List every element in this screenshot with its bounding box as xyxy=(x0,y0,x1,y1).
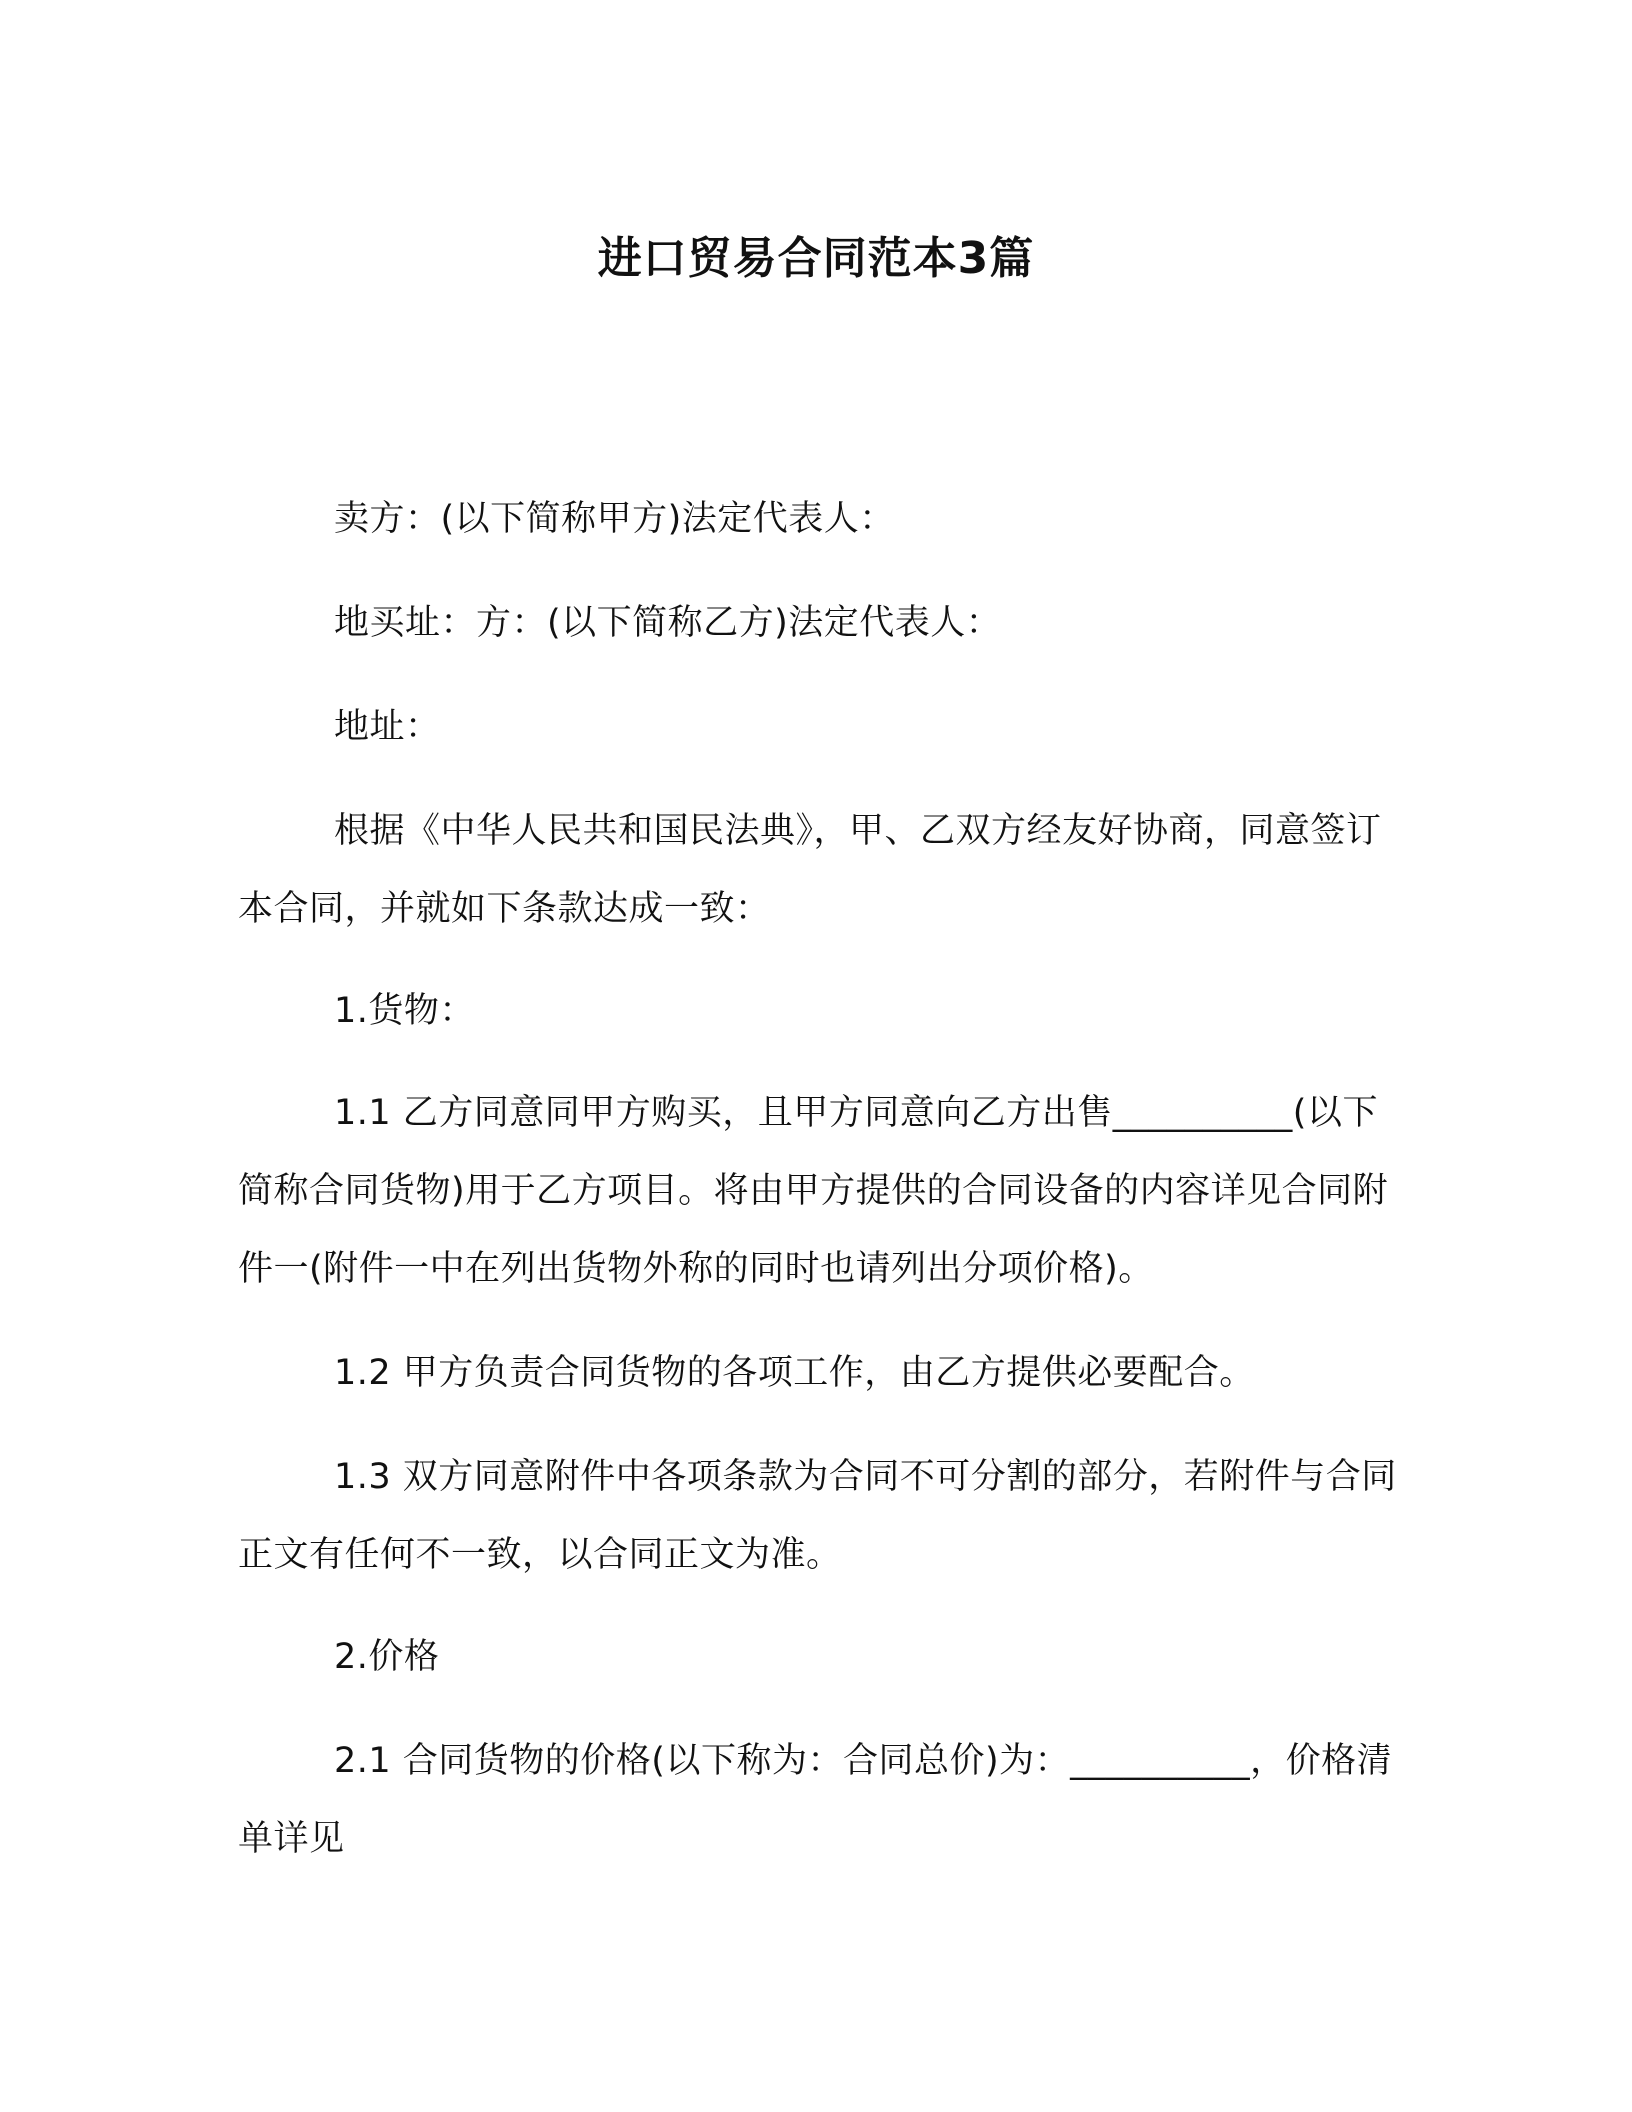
seller-line: 卖方：(以下简称甲方)法定代表人： xyxy=(334,499,895,539)
preamble-paragraph: 根据《中华人民共和国民法典》，甲、乙双方经友好协商，同意签订本合同，并就如下条款达成一致： xyxy=(238,811,1382,929)
section-heading-price: 2.价格 xyxy=(334,1637,440,1677)
address-line: 地址： xyxy=(334,707,441,747)
clause-1-2: 1.2 甲方负责合同货物的各项工作，由乙方提供必要配合。 xyxy=(334,1353,1255,1393)
section-heading-goods: 1.货物： xyxy=(334,991,475,1031)
clause-1-1: 1.1 乙方同意同甲方购买，且甲方同意向乙方出售__________(以下简称合同货物)用于乙方项目。将由甲方提供的合同设备的内容详见合同附件一(附件一中在列出货物外称的同时也请列出分项价格)。 xyxy=(238,1093,1389,1289)
document-title: 进口贸易合同范本3篇 xyxy=(597,233,1035,284)
clause-1-3: 1.3 双方同意附件中各项条款为合同不可分割的部分，若附件与合同正文有任何不一致，以合同正文为准。 xyxy=(238,1457,1397,1575)
buyer-line: 地买址：方：(以下简称乙方)法定代表人： xyxy=(334,603,1002,643)
clause-2-1: 2.1 合同货物的价格(以下称为：合同总价)为：__________，价格清单详见 xyxy=(238,1741,1393,1859)
